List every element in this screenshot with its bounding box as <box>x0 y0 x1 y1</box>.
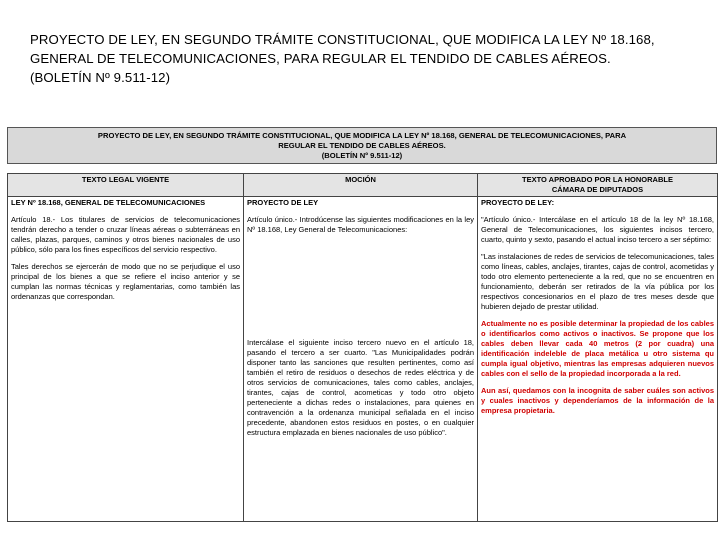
motion-spacer <box>247 242 474 338</box>
red-comment-unknown-status: Aun así, quedamos con la incognita de saber cuáles son activos y cuales inactivos y dependeríamos de la información de la empresa propietaria. <box>481 386 714 415</box>
motion-heading: PROYECTO DE LEY <box>247 198 319 207</box>
motion-new-paragraph: Intercálase el siguiente inciso tercero nuevo en el artículo 18, pasando el tercero a ser cuarto. "Las Municipalidades podrán disponer tanto las sanciones que resulten pertinentes, como así también el retiro de residuos o desechos de redes eléctrica y de otros servicios de comunicaciones, tales como cables, anclajes, tirantes, cajas de control, acometicas y todo otro objeto perteneciente a dichas redes o instalaciones, para quienes en contravención a la ordenanza municipal señalada en el inciso precedente, abandonen estos residuos en postes, o en cualquier estructura emplazada en bienes nacionales de uso público". <box>247 338 474 437</box>
legal-text-cell <box>8 197 244 522</box>
approved-text-cell <box>478 197 718 522</box>
comparison-table <box>7 173 718 522</box>
column-header-motion: MOCIÓN <box>244 174 478 197</box>
approved-installations-paragraph: "Las instalaciones de redes de servicios de telecomunicaciones, tales como líneas, cables, anclajes, tirantes, cajas de control, acometidas y todo otro elemento perteneciente a la red, que no se encuentren en funcionamiento, deberán ser retirados de la vía pública por los respectivos concesionarios en el plazo de tres meses desde que hubieren dejado de prestar utilidad. <box>481 252 714 311</box>
legal-text-article-18: Artículo 18.- Los titulares de servicios de telecomunicaciones tendrán derecho a tender o cruzar líneas aéreas o subterráneas en calles, plazas, parques, caminos y otros bienes nacionales de uso público, sólo para los fines específicos del servicio respectivo. <box>11 215 240 254</box>
slide-title-line-1: PROYECTO DE LEY, EN SEGUNDO TRÁMITE CONSTITUCIONAL, QUE MODIFICA LA LEY Nº 18.168, <box>30 32 655 47</box>
slide-title-line-3: (BOLETÍN Nº 9.511-12) <box>30 70 171 85</box>
document-image <box>7 127 717 535</box>
slide-title-line-2: GENERAL DE TELECOMUNICACIONES, PARA REGULAR EL TENDIDO DE CABLES AÉREOS. <box>30 51 611 66</box>
column-header-legal-text: TEXTO LEGAL VIGENTE <box>8 174 244 197</box>
legal-text-second-paragraph: Tales derechos se ejercerán de modo que no se perjudique el uso principal de los bienes a que se refiere el inciso anterior y se cumplan las normas técnicas y reglamentarias, como también las ordenanzas que correspondan. <box>11 262 240 301</box>
column-header-approved-line-2: CÁMARA DE DIPUTADOS <box>551 185 644 194</box>
content-row <box>8 197 718 522</box>
column-header-approved-text <box>478 174 718 197</box>
motion-article-unico: Artículo único.- Introdúcense las siguientes modificaciones en la ley Nº 18.168, Ley General de Telecomunicaciones: <box>247 215 474 234</box>
approved-text-heading: PROYECTO DE LEY: <box>481 198 555 207</box>
document-header-line-1: PROYECTO DE LEY, EN SEGUNDO TRÁMITE CONSTITUCIONAL, QUE MODIFICA LA LEY Nº 18.168, GENERAL DE TELECOMUNICACIONES, PARA <box>97 131 627 140</box>
column-header-approved-line-1: TEXTO APROBADO POR LA HONORABLE <box>522 175 673 184</box>
document-header-line-3: (BOLETÍN Nº 9.511-12) <box>321 151 403 160</box>
approved-article-unico: "Artículo único.- Intercálase en el artículo 18 de la ley Nº 18.168, General de Telecomunicaciones, los siguientes incisos tercero, cuarto, quinto y sexto, pasando el actual inciso tercero a ser séptimo: <box>481 215 714 244</box>
column-header-row <box>8 174 718 197</box>
document-header <box>7 127 717 164</box>
document-header-line-2: REGULAR EL TENDIDO DE CABLES AÉREOS. <box>278 141 446 150</box>
legal-text-heading: LEY Nº 18.168, GENERAL DE TELECOMUNICACIONES <box>11 198 206 207</box>
red-comment-identification: Actualmente no es posible determinar la propiedad de los cables o identificarlos como activos o inactivos. Se propone que los cables deben llevar cada 40 metros (2 por cuadra) una identificación indeleble de placa metálica u otro sistema qu cumpla igual objetivo, mientras las empresas adquieren nuevos cables con el sello de la propiedad incorporada a la red. <box>481 319 714 378</box>
motion-cell <box>244 197 478 522</box>
slide-title <box>30 30 710 87</box>
